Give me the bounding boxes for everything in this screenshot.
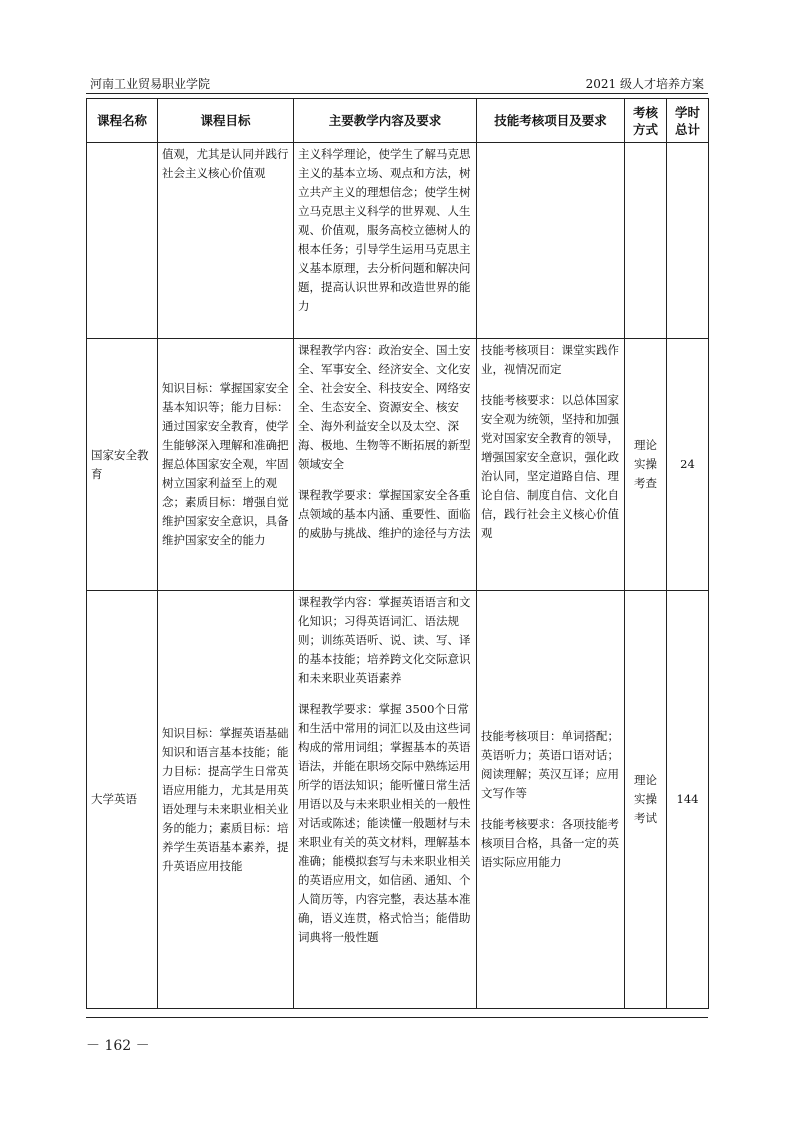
table-row <box>87 143 709 339</box>
skills-paragraph: 技能考核项目：课堂实践作业，视情况而定 <box>481 343 619 376</box>
content-paragraph: 主义科学理论，使学生了解马克思主义的基本立场、观点和方法，树立共产主义的理想信念；使学生树立马克思主义科学的世界观、人生观、价值观，服务高校立德树人的根本任务；引导学生运用马克思主义基本原理，去分析问题和解决问题，提高认识世界和改造世界的能力 <box>298 147 471 313</box>
institution-name: 河南工业贸易职业学院 <box>90 77 211 91</box>
course-content <box>294 591 477 1009</box>
page-number: － 162 － <box>86 1038 150 1054</box>
footer-rule <box>86 1017 708 1018</box>
course-hours: 144 <box>667 591 709 1009</box>
col-skills: 技能考核项目及要求 <box>477 99 625 143</box>
table-header-row <box>87 99 709 143</box>
paragraph-gap <box>481 379 620 391</box>
page-header <box>86 75 708 93</box>
course-goal: 知识目标：掌握国家安全基本知识等；能力目标：通过国家安全教育，使学生能够深入理解和准确把握总体国家安全观，牢固树立国家利益至上的观念；素质目标：增强自觉维护国家安全意识，具备维护国家安全的能力 <box>158 339 294 591</box>
paragraph-gap <box>298 688 472 700</box>
paragraph-gap <box>481 803 620 815</box>
header-rule <box>86 93 708 94</box>
course-name <box>87 143 158 339</box>
content-paragraph: 课程教学内容：掌握英语语言和文化知识；习得英语词汇、语法规则；训练英语听、说、读、写、译的基本技能；培养跨文化交际意识和未来职业英语素养 <box>298 595 471 685</box>
content-paragraph: 课程教学要求：掌握 3500个日常和生活中常用的词汇以及由这些词构成的常用词组；掌握基本的英语语法，并能在职场交际中熟练运用所学的语法知识；能听懂日常生活用语以及与未来职业相关的一般性对话或陈述；能读懂一般题材与未来职业有关的英文材料，理解基本准确；能模拟套写与未来职业相关的英语应用文，如信函、通知、个人简历等，内容完整，表达基本准确，语义连贯，格式恰当；能借助词典将一般性题 <box>298 702 471 944</box>
course-skills <box>477 339 625 591</box>
course-skills <box>477 143 625 339</box>
col-method: 考核方式 <box>625 99 667 143</box>
course-name: 国家安全教育 <box>87 339 158 591</box>
course-content <box>294 339 477 591</box>
course-method: 理论实操考查 <box>625 339 667 591</box>
plan-title: 2021 级人才培养方案 <box>585 77 704 91</box>
skills-paragraph: 技能考核要求：以总体国家安全观为统领，坚持和加强党对国家安全教育的领导，增强国家安全意识，强化政治认同，坚定道路自信、理论自信、制度自信、文化自信，践行社会主义核心价值观 <box>481 393 619 540</box>
course-name: 大学英语 <box>87 591 158 1009</box>
course-method: 理论实操考试 <box>625 591 667 1009</box>
col-course-name: 课程名称 <box>87 99 158 143</box>
col-course-goal: 课程目标 <box>158 99 294 143</box>
course-method <box>625 143 667 339</box>
paragraph-gap <box>298 474 472 486</box>
course-hours: 24 <box>667 339 709 591</box>
col-hours: 学时总计 <box>667 99 709 143</box>
skills-paragraph: 技能考核要求：各项技能考核项目合格，具备一定的英语实际应用能力 <box>481 817 619 869</box>
course-skills <box>477 591 625 1009</box>
content-paragraph: 课程教学内容：政治安全、国土安全、军事安全、经济安全、文化安全、社会安全、科技安全、网络安全、生态安全、资源安全、核安全、海外利益安全以及太空、深海、极地、生物等不断拓展的新型领域安全 <box>298 343 471 471</box>
skills-paragraph: 技能考核项目：单词搭配；英语听力；英语口语对话；阅读理解；英汉互译；应用文写作等 <box>481 729 619 800</box>
table-row <box>87 339 709 591</box>
course-goal: 知识目标：掌握英语基础知识和语言基本技能；能力目标：提高学生日常英语应用能力，尤其是用英语处理与未来职业相关业务的能力；素质目标：培养学生英语基本素养，提升英语应用技能 <box>158 591 294 1009</box>
col-content: 主要教学内容及要求 <box>294 99 477 143</box>
course-hours <box>667 143 709 339</box>
course-goal: 值观，尤其是认同并践行社会主义核心价值观 <box>158 143 294 339</box>
content-paragraph: 课程教学要求：掌握国家安全各重点领域的基本内涵、重要性、面临的威胁与挑战、维护的途径与方法 <box>298 488 471 540</box>
course-content <box>294 143 477 339</box>
table-row <box>87 591 709 1009</box>
course-table <box>86 98 709 1009</box>
